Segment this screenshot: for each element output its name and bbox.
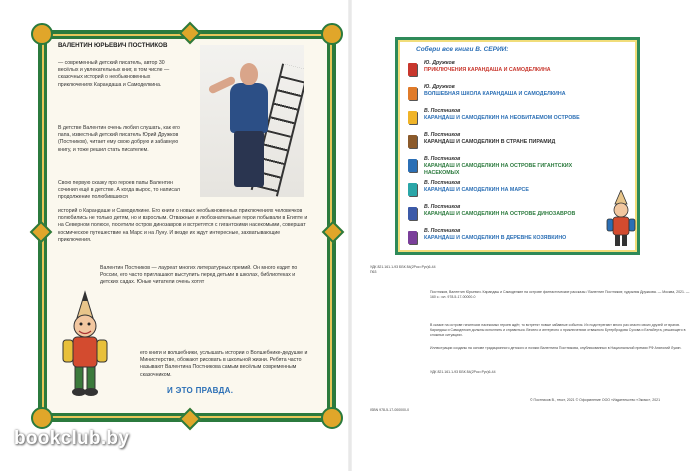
book-title: КАРАНДАШ И САМОДЕЛКИН НА НЕОБИТАЕМОМ ОСТРОВЕ	[424, 115, 580, 121]
frame-corner-ornament	[31, 23, 53, 45]
bibliographic-citation: Постников, Валентин Юрьевич. Карандаш и Самоделкин на острове фантастические рассказы / Валентин Постников; художник Дружкова. — Москва, 2021. — 160 с.: ил. 978-5-17-00000-0	[430, 290, 690, 299]
book-author: В. Постников	[424, 228, 461, 234]
book-author: В. Постников	[424, 180, 461, 186]
bio-paragraph: его книги и волшебники, услышать истории о Волшебнике-дедушке и Министерстве, обожают рисовать в школьной жизни. Ребята часто называют Валентина Постникова самым весёлым современным сказочником.	[140, 350, 308, 378]
series-heading: Собери все книги В. СЕРИИ:	[416, 46, 509, 53]
book-cover-icon	[408, 183, 417, 196]
book-author: В. Постников	[424, 156, 461, 162]
book-title: ПРИКЛЮЧЕНИЯ КАРАНДАША И САМОДЕЛКИНА	[424, 67, 551, 73]
frame-ornament	[322, 221, 345, 244]
book-author: В. Постников	[424, 132, 461, 138]
book-title: КАРАНДАШ И САМОДЕЛКИН НА МАРСЕ	[424, 187, 529, 193]
frame-ornament	[179, 22, 202, 45]
frame-corner-ornament	[31, 407, 53, 429]
book-title: КАРАНДАШ И САМОДЕЛКИН НА ОСТРОВЕ ДИНОЗАВРОВ	[424, 211, 576, 217]
watermark: bookclub.by	[14, 428, 130, 449]
photo-legs	[234, 131, 264, 187]
author-name: ВАЛЕНТИН ЮРЬЕВИЧ ПОСТНИКОВ	[58, 42, 168, 49]
photo-torso	[230, 83, 268, 133]
series-book-item	[408, 84, 608, 104]
book-cover-icon	[408, 207, 417, 220]
isbn: ISBN 978-5-17-000000-0	[370, 408, 410, 412]
author-photo	[200, 45, 304, 197]
pencil-character-illustration	[55, 290, 115, 400]
book-author: Ю. Дружков	[424, 84, 455, 90]
series-book-item	[408, 108, 608, 128]
book-spine	[348, 0, 352, 471]
series-book-item	[408, 156, 608, 176]
copyright: © Постников В., текст, 2021 © Оформление ООО «Издательство «Эксмо», 2021	[530, 398, 661, 402]
book-title: КАРАНДАШ И САМОДЕЛКИН В СТРАНЕ ПИРАМИД	[424, 139, 556, 145]
frame-corner-ornament	[321, 407, 343, 429]
series-list	[395, 37, 640, 255]
frame-ornament	[30, 221, 53, 244]
book-title: КАРАНДАШ И САМОДЕЛКИН В ДЕРЕВНЕ КОЗЯВКИНО	[424, 235, 567, 241]
udk-block: УДК 821.161.1-93 ББК 84(2Рос=Рус)6-44	[430, 370, 496, 374]
book-author: В. Постников	[424, 204, 461, 210]
bio-paragraph: В детстве Валентин очень любил слушать, как его папа, известный детский писатель Юрий Дружков (Постников), читает ему свою добрую и забавную книгу, и тоже решил стать писателем.	[58, 125, 180, 153]
book-author: В. Постников	[424, 108, 461, 114]
photo-head	[240, 63, 258, 85]
closing-line: И ЭТО ПРАВДА.	[167, 386, 234, 395]
book-author: Ю. Дружков	[424, 60, 455, 66]
book-cover-icon	[408, 231, 417, 244]
frame-ornament	[179, 408, 202, 431]
book-title: ВОЛШЕБНАЯ ШКОЛА КАРАНДАША И САМОДЕЛКИНА	[424, 91, 566, 97]
series-book-item	[408, 132, 608, 152]
series-book-item	[408, 60, 608, 80]
book-cover-icon	[408, 135, 417, 148]
book-title: КАРАНДАШ И САМОДЕЛКИН НА ОСТРОВЕ ГИГАНТСКИХ НАСЕКОМЫХ	[424, 163, 573, 176]
frame-corner-ornament	[321, 23, 343, 45]
book-cover-icon	[408, 63, 417, 76]
book-cover-icon	[408, 159, 417, 172]
series-book-item	[408, 204, 608, 224]
bio-paragraph: Свою первую сказку про героев папы Валентин сочинил ещё в детстве. А когда вырос, то написал продолжение полюбившихся	[58, 180, 180, 201]
annotation: Иллюстрации созданы на основе традиционного детского и поэзии Валентина Постникова, опубликованных в Национальной премии РФ Анатолий Лукин.	[430, 346, 682, 350]
book-cover-icon	[408, 111, 417, 124]
author-bio: — современный детский писатель, автор 30 весёлых и увлекательных книг, в том числе — сказочных историй о необыкновенных приключениях Карандаша и Самоделкина.	[58, 60, 170, 88]
pencil-character-illustration	[604, 190, 638, 250]
annotation: В сказке на острове гигантских насекомых героев ждёт, то встретят новые забавные события. Их подстерегают много раз спасти своих друзей от врагов. Карандаш и Самоделкин должны исполнить и справиться. Весело и интересно о приключениях отважного Бутербродова Сухова и Бельбеута, решающего в сложных ситуациях.	[430, 323, 686, 337]
series-book-item	[408, 180, 608, 200]
bio-paragraph: Валентин Постников — лауреат многих литературных премий. Он много ездит по России, его часто приглашают выступить перед детьми в школах, библиотеках и детских садах. Юные читатели очень хотят	[100, 265, 298, 286]
book-cover-icon	[408, 87, 417, 100]
series-book-item	[408, 228, 608, 248]
udk-block: УДК 821.161.1-93 ББК 84(2Рос=Рус)6-44 П63	[370, 265, 436, 274]
bio-paragraph: историй о Карандаше и Самоделкине. Его книги о новых необыкновенных приключениях человечков полюбились не только детям, но и взрослым. Отважные и любознательные герои побывали в Египте и на Северном полюсе, посетили остров динозавров и встретятся с гигантскими насекомыми, совершат космическое путешествие на Марс и на Луну. И везде их ждут интересные, захватывающие приключения.	[58, 208, 308, 243]
